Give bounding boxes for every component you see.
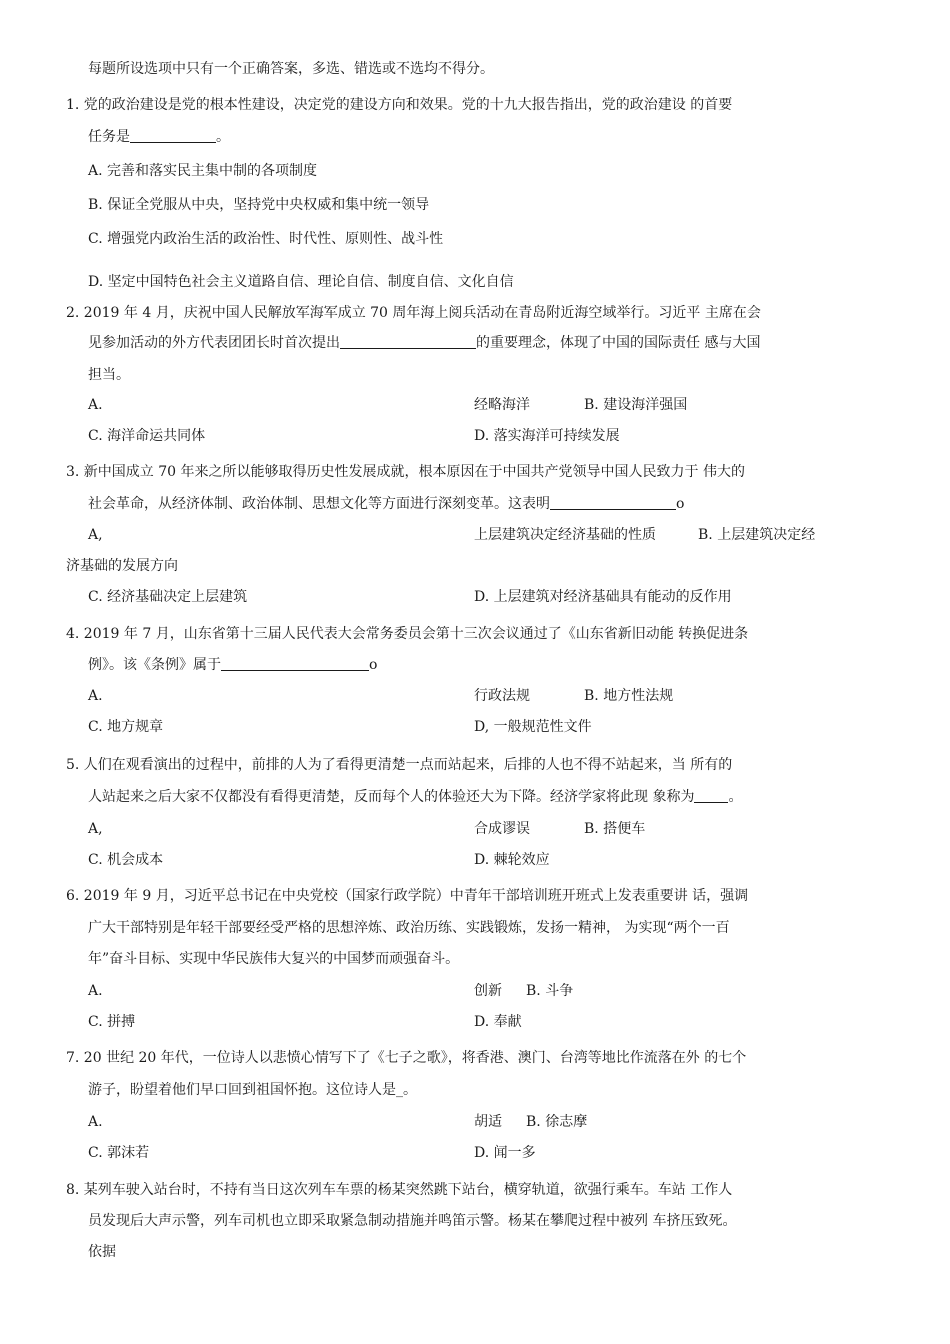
q3-stem-line2 bbox=[88, 495, 684, 513]
q5-option-a-text: 合成谬误 bbox=[474, 821, 530, 837]
q4-stem-line1: 4. 2019 年 7 月，山东省第十三届人民代表大会常务委员会第十三次会议通过了《山东省新旧动能 转换促进条 bbox=[66, 626, 749, 642]
q7-option-c: C. 郭沫若 bbox=[88, 1145, 150, 1161]
q2-option-b: B. 建设海洋强国 bbox=[584, 397, 688, 413]
q6-stem-line3: 年”奋斗目标、实现中华民族伟大复兴的中国梦而顽强奋斗。 bbox=[88, 951, 460, 967]
q1-stem-line1: 1. 党的政治建设是党的根本性建设，决定党的建设方向和效果。党的十九大报告指出，党的政治建设 的首要 bbox=[66, 97, 733, 113]
q3-stem-prefix: 社会革命，从经济体制、政治体制、思想文化等方面进行深刻变革。这表明 bbox=[88, 496, 550, 512]
q5-option-b: B. 搭便车 bbox=[584, 821, 646, 837]
q1-stem-prefix: 任务是 bbox=[88, 129, 130, 145]
q3-stem-suffix: o bbox=[676, 496, 685, 512]
q7-option-b: B. 徐志摩 bbox=[526, 1114, 588, 1130]
q4-stem-prefix: 例》。该《条例》属于 bbox=[88, 657, 221, 673]
q6-option-c: C. 拼搏 bbox=[88, 1014, 136, 1030]
q3-option-b-continued: 济基础的发展方向 bbox=[66, 558, 178, 574]
q2-option-a-text: 经略海洋 bbox=[474, 397, 530, 413]
q5-answer-blank bbox=[694, 788, 728, 803]
q3-answer-blank bbox=[550, 495, 676, 510]
q6-option-d: D. 奉献 bbox=[474, 1014, 522, 1030]
q5-stem-line1: 5. 人们在观看演出的过程中，前排的人为了看得更清楚一点而站起来，后排的人也不得不站起来，当 所有的 bbox=[66, 757, 733, 773]
q1-option-b: B. 保证全党服从中央，坚持党中央权威和集中统一领导 bbox=[88, 197, 430, 213]
q2-stem-line1: 2. 2019 年 4 月，庆祝中国人民解放军海军成立 70 周年海上阅兵活动在青岛附近海空域举行。习近平 主席在会 bbox=[66, 305, 761, 321]
instructions-text: 每题所设选项中只有一个正确答案，多选、错选或不选均不得分。 bbox=[88, 61, 494, 77]
q7-stem-line2: 游子，盼望着他们早口回到祖国怀抱。这位诗人是_。 bbox=[88, 1082, 417, 1098]
q7-stem-line1: 7. 20 世纪 20 年代，一位诗人以悲愤心情写下了《七子之歌》，将香港、澳门、台湾等地比作流落在外 的七个 bbox=[66, 1050, 747, 1066]
q1-stem-line2 bbox=[88, 128, 230, 146]
q4-option-c: C. 地方规章 bbox=[88, 719, 164, 735]
q2-stem-line2 bbox=[88, 334, 760, 352]
q2-option-c: C. 海洋命运共同体 bbox=[88, 428, 206, 444]
q4-option-a-mark: A. bbox=[88, 688, 103, 704]
q8-stem-line3: 依据 bbox=[88, 1244, 116, 1260]
q3-option-c: C. 经济基础决定上层建筑 bbox=[88, 589, 248, 605]
q7-option-a-mark: A. bbox=[88, 1114, 103, 1130]
q1-option-a: A. 完善和落实民主集中制的各项制度 bbox=[88, 163, 318, 179]
q5-option-a-mark: A, bbox=[88, 821, 103, 837]
q2-stem-suffix: 的重要理念，体现了中国的国际责任 感与大国 bbox=[476, 335, 761, 351]
q6-option-a-mark: A. bbox=[88, 983, 103, 999]
q1-stem-suffix: 。 bbox=[216, 129, 230, 145]
q5-option-d: D. 棘轮效应 bbox=[474, 852, 550, 868]
q5-stem-prefix: 人站起来之后大家不仅都没有看得更清楚，反而每个人的体验还大为下降。经济学家将此现 象称为 bbox=[88, 789, 695, 805]
q3-option-a-text: 上层建筑决定经济基础的性质 bbox=[474, 527, 656, 543]
q7-option-d: D. 闻一多 bbox=[474, 1145, 536, 1161]
q2-stem-prefix: 见参加活动的外方代表团团长时首次提出 bbox=[88, 335, 340, 351]
q6-stem-line2: 广大干部特别是年轻干部要经受严格的思想淬炼、政治历练、实践锻炼，发扬一精神， 为实现“两个一百 bbox=[88, 920, 730, 936]
q3-option-b-start: B. 上层建筑决定经 bbox=[698, 527, 816, 543]
q4-option-d: D, 一般规范性文件 bbox=[474, 719, 592, 735]
q4-option-a-text: 行政法规 bbox=[474, 688, 530, 704]
q5-stem-suffix: 。 bbox=[728, 789, 743, 805]
q3-option-d: D. 上层建筑对经济基础具有能动的反作用 bbox=[474, 589, 732, 605]
q3-stem-line1: 3. 新中国成立 70 年来之所以能够取得历史性发展成就，根本原因在于中国共产党领导中国人民致力于 伟大的 bbox=[66, 464, 745, 480]
q2-stem-line3: 担当。 bbox=[88, 367, 130, 383]
q2-option-a-mark: A. bbox=[88, 397, 103, 413]
q2-answer-blank bbox=[340, 334, 476, 349]
q1-option-d: D. 坚定中国特色社会主义道路自信、理论自信、制度自信、文化自信 bbox=[88, 274, 514, 290]
q8-stem-line2: 员发现后大声示警，列车司机也立即采取紧急制动措施并鸣笛示警。杨某在攀爬过程中被列 车挤压致死。 bbox=[88, 1213, 737, 1229]
q5-stem-line2 bbox=[88, 788, 742, 806]
q4-option-b: B. 地方性法规 bbox=[584, 688, 674, 704]
q3-option-a-mark: A, bbox=[88, 527, 103, 543]
q4-answer-blank bbox=[221, 656, 369, 671]
q4-stem-line2 bbox=[88, 656, 377, 674]
q6-stem-line1: 6. 2019 年 9 月，习近平总书记在中央党校（国家行政学院）中青年干部培训班开班式上发表重要讲 话，强调 bbox=[66, 888, 749, 904]
q7-option-a-text: 胡适 bbox=[474, 1114, 502, 1130]
q6-option-b: B. 斗争 bbox=[526, 983, 574, 999]
q4-stem-suffix: o bbox=[369, 657, 378, 673]
q6-option-a-text: 创新 bbox=[474, 983, 502, 999]
q8-stem-line1: 8. 某列车驶入站台时，不持有当日这次列车车票的杨某突然跳下站台，横穿轨道，欲强行乘车。车站 工作人 bbox=[66, 1182, 733, 1198]
q1-option-c: C. 增强党内政治生活的政治性、时代性、原则性、战斗性 bbox=[88, 231, 444, 247]
q2-option-d: D. 落实海洋可持续发展 bbox=[474, 428, 620, 444]
q5-option-c: C. 机会成本 bbox=[88, 852, 164, 868]
q1-answer-blank bbox=[130, 128, 216, 143]
